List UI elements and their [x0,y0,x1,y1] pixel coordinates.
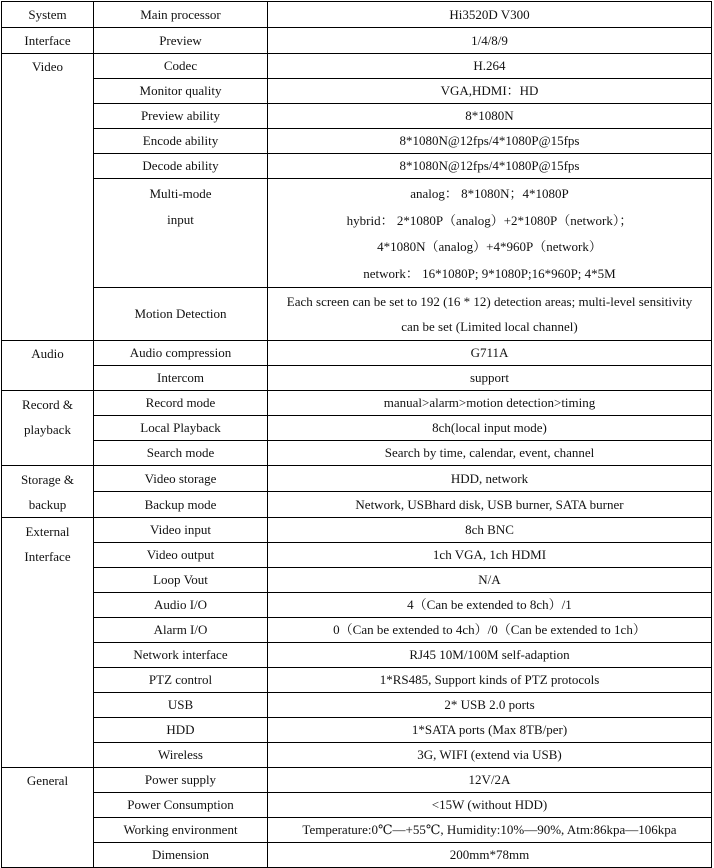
category-line: Record & [22,397,73,412]
table-row [2,129,712,154]
feature-cell: Encode ability [94,129,268,154]
table-row [2,154,712,179]
feature-line: Multi-mode [149,186,212,201]
value-cell: <15W (without HDD) [268,793,712,818]
value-cell: manual>alarm>motion detection>timing [268,391,712,416]
value-cell: 12V/2A [268,768,712,793]
feature-cell: Video input [94,518,268,543]
feature-cell: Local Playback [94,416,268,441]
value-cell: 8ch(local input mode) [268,416,712,441]
table-row [2,618,712,643]
category-cell [2,391,94,466]
table-row [2,593,712,618]
value-line: analog： 8*1080N；4*1080P [410,186,569,201]
value-cell: Search by time, calendar, event, channel [268,441,712,466]
table-row [2,693,712,718]
category-cell: Interface [2,28,94,54]
table-row [2,643,712,668]
value-cell [268,288,712,341]
feature-cell: Backup mode [94,492,268,518]
value-cell: 4（Can be extended to 8ch）/1 [268,593,712,618]
feature-cell: Video output [94,543,268,568]
value-cell: 8ch BNC [268,518,712,543]
table-row [2,341,712,366]
value-cell: 8*1080N@12fps/4*1080P@15fps [268,154,712,179]
feature-cell: Main processor [94,2,268,28]
category-line: backup [28,497,67,512]
spec-table [1,1,712,868]
feature-cell: Preview ability [94,104,268,129]
value-cell: 1*SATA ports (Max 8TB/per) [268,718,712,743]
table-row [2,718,712,743]
category-cell: Audio [2,341,94,391]
table-row [2,668,712,693]
category-line: External [25,524,70,539]
feature-cell: Motion Detection [94,288,268,341]
table-row [2,28,712,54]
value-cell: G711A [268,341,712,366]
feature-cell: Power Consumption [94,793,268,818]
table-row [2,104,712,129]
category-line: Storage & [20,472,75,487]
feature-cell: HDD [94,718,268,743]
value-cell: 200mm*78mm [268,843,712,868]
category-cell: Video [2,54,94,341]
feature-cell: Loop Vout [94,568,268,593]
feature-cell: Codec [94,54,268,79]
table-row [2,743,712,768]
category-line: Interface [24,549,71,564]
feature-cell: Preview [94,28,268,54]
value-cell: H.264 [268,54,712,79]
value-cell: Temperature:0℃—+55℃, Humidity:10%—90%, Atm:86kpa—106kpa [268,818,712,843]
value-cell [268,179,712,288]
value-line: hybrid： 2*1080P（analog）+2*1080P（network）； [346,212,633,228]
table-row [2,492,712,518]
value-line: network： 16*1080P; 9*1080P;16*960P; 4*5M [363,265,616,281]
category-cell: System [2,2,94,28]
value-cell: 1*RS485, Support kinds of PTZ protocols [268,668,712,693]
value-cell: 1ch VGA, 1ch HDMI [268,543,712,568]
feature-cell: Power supply [94,768,268,793]
value-cell: Network, USBhard disk, USB burner, SATA burner [268,492,712,518]
table-row [2,518,712,543]
table-row [2,179,712,288]
feature-cell: Audio compression [94,341,268,366]
value-cell: 2* USB 2.0 ports [268,693,712,718]
value-cell: support [268,366,712,391]
value-line: 4*1080N（analog）+4*960P（network） [377,239,602,254]
feature-cell [94,179,268,288]
table-row [2,818,712,843]
table-row [2,366,712,391]
feature-cell: Wireless [94,743,268,768]
value-line: Each screen can be set to 192 (16 * 12) detection areas; multi-level sensitivity [286,294,693,309]
feature-cell: Dimension [94,843,268,868]
feature-cell: Video storage [94,466,268,492]
feature-cell: Decode ability [94,154,268,179]
feature-cell: Working environment [94,818,268,843]
value-line: can be set (Limited local channel) [401,319,578,334]
feature-cell: Intercom [94,366,268,391]
feature-cell: USB [94,693,268,718]
table-row [2,54,712,79]
value-cell: N/A [268,568,712,593]
category-line: playback [24,422,71,437]
value-cell: 0（Can be extended to 4ch）/0（Can be extended to 1ch） [268,618,712,643]
table-row [2,288,712,341]
category-cell [2,518,94,768]
feature-cell: PTZ control [94,668,268,693]
table-row [2,391,712,416]
feature-cell: Alarm I/O [94,618,268,643]
table-row [2,79,712,104]
category-cell: General [2,768,94,868]
category-cell [2,466,94,518]
feature-cell: Network interface [94,643,268,668]
table-row [2,793,712,818]
table-row [2,543,712,568]
table-row [2,416,712,441]
table-row [2,441,712,466]
value-cell: 8*1080N [268,104,712,129]
feature-cell: Search mode [94,441,268,466]
value-cell: HDD, network [268,466,712,492]
feature-line: input [167,212,194,227]
feature-cell: Audio I/O [94,593,268,618]
table-row [2,568,712,593]
value-cell: Hi3520D V300 [268,2,712,28]
table-row [2,843,712,868]
value-cell: 3G, WIFI (extend via USB) [268,743,712,768]
table-row [2,466,712,492]
value-cell: 8*1080N@12fps/4*1080P@15fps [268,129,712,154]
value-cell: 1/4/8/9 [268,28,712,54]
table-row [2,768,712,793]
feature-cell: Monitor quality [94,79,268,104]
feature-cell: Record mode [94,391,268,416]
table-row [2,2,712,28]
value-cell: VGA,HDMI：HD [268,79,712,104]
value-cell: RJ45 10M/100M self-adaption [268,643,712,668]
